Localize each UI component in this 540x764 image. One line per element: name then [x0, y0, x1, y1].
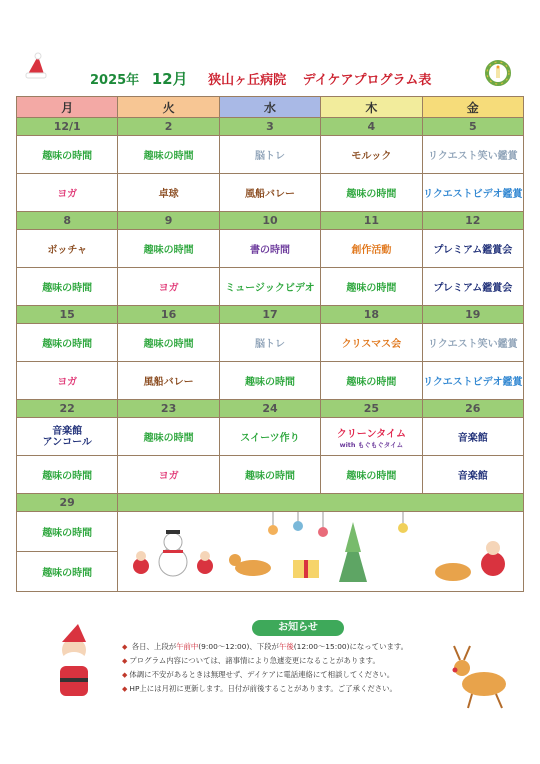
program-cell: 趣味の時間 — [118, 418, 219, 456]
page-title — [90, 68, 431, 89]
notice-item — [122, 640, 408, 654]
date-row — [17, 118, 524, 136]
weekday-fri: 金 — [422, 97, 523, 118]
program-cell: 趣味の時間 — [118, 230, 219, 268]
calendar-table — [16, 96, 524, 592]
program-cell: 趣味の時間 — [118, 324, 219, 362]
program-label: クリーンタイム — [336, 428, 406, 440]
santa-icon — [435, 541, 505, 581]
program-cell: モルック — [321, 136, 422, 174]
christmas-tree-icon — [339, 522, 367, 582]
weekday-header-row — [17, 97, 524, 118]
date-cell: 24 — [219, 400, 320, 418]
program-cell: ヨガ — [118, 456, 219, 494]
program-cell: 風船バレー — [219, 174, 320, 212]
program-cell: 趣味の時間 — [17, 456, 118, 494]
title-hospital: 狭山ヶ丘病院 — [208, 73, 287, 88]
title-program: デイケアプログラム表 — [302, 73, 432, 88]
notice-pm-time: (12:00～15:00) — [293, 642, 350, 651]
date-cell: 12/1 — [17, 118, 118, 136]
program-cell: ボッチャ — [17, 230, 118, 268]
date-cell: 3 — [219, 118, 320, 136]
program-cell: 音楽館 — [422, 456, 523, 494]
program-cell: 趣味の時間 — [17, 552, 118, 592]
date-row — [17, 212, 524, 230]
date-cell: 11 — [321, 212, 422, 230]
date-cell: 15 — [17, 306, 118, 324]
program-cell: 趣味の時間 — [17, 268, 118, 306]
christmas-scene — [123, 512, 519, 588]
notice-list — [122, 640, 408, 696]
program-cell: ミュージックビデオ — [219, 268, 320, 306]
program-cell: 趣味の時間 — [321, 268, 422, 306]
christmas-illustration — [118, 512, 524, 592]
program-cell: リクエスト笑い鑑賞 — [422, 324, 523, 362]
program-cell: 趣味の時間 — [17, 136, 118, 174]
pm-row — [17, 268, 524, 306]
weekday-mon: 月 — [17, 97, 118, 118]
date-cell: 22 — [17, 400, 118, 418]
date-row — [17, 306, 524, 324]
date-row — [17, 494, 524, 512]
weekday-wed: 水 — [219, 97, 320, 118]
snowman-icon — [159, 530, 187, 576]
program-cell: 脳トレ — [219, 136, 320, 174]
notice-item: ◆ 体調に不安があるときは無理せず、デイケアに電話連絡にて相談してください。 — [122, 668, 408, 682]
weekday-tue: 火 — [118, 97, 219, 118]
pm-row — [17, 174, 524, 212]
program-cell: プレミアム鑑賞会 — [422, 268, 523, 306]
notice-item: ◆ プログラム内容については、諸事情により急遽変更になることがあります。 — [122, 654, 408, 668]
title-month: 12月 — [151, 70, 188, 88]
date-cell: 8 — [17, 212, 118, 230]
program-cell — [321, 418, 422, 456]
notice-am-time: (9:00～12:00) — [198, 642, 250, 651]
program-cell: 趣味の時間 — [321, 456, 422, 494]
notice-am: 午前中 — [176, 642, 199, 651]
date-cell: 9 — [118, 212, 219, 230]
am-row — [17, 230, 524, 268]
notice-text: になっています。 — [349, 642, 409, 651]
date-cell: 2 — [118, 118, 219, 136]
date-cell: 25 — [321, 400, 422, 418]
date-cell: 10 — [219, 212, 320, 230]
notice-text: 、下段が — [249, 642, 279, 651]
am-row — [17, 418, 524, 456]
weekday-thu: 木 — [321, 97, 422, 118]
pm-row — [17, 456, 524, 494]
program-sublabel: with もぐもぐタイム — [339, 440, 404, 449]
am-row — [17, 136, 524, 174]
program-cell: 音楽館 — [422, 418, 523, 456]
notice-item: ◆ HP上には月初に更新します。日付が前後することがあります。ご了承ください。 — [122, 682, 408, 696]
reindeer-icon — [444, 640, 520, 712]
program-cell: 書の時間 — [219, 230, 320, 268]
date-cell: 16 — [118, 306, 219, 324]
date-cell: 17 — [219, 306, 320, 324]
page-header — [0, 58, 540, 92]
am-row — [17, 324, 524, 362]
program-cell: ヨガ — [17, 174, 118, 212]
wreath-icon — [483, 58, 513, 88]
program-cell: 音楽館 アンコール — [17, 418, 118, 456]
program-cell: 趣味の時間 — [219, 362, 320, 400]
program-cell: 趣味の時間 — [17, 324, 118, 362]
program-cell: 趣味の時間 — [321, 362, 422, 400]
notice-text: 各日、上段が — [131, 642, 177, 651]
program-cell: リクエストビデオ鑑賞 — [422, 174, 523, 212]
program-cell: 創作活動 — [321, 230, 422, 268]
date-cell-empty — [118, 494, 524, 512]
date-cell: 12 — [422, 212, 523, 230]
program-cell: 風船バレー — [118, 362, 219, 400]
santa-icon — [38, 620, 110, 706]
notice-section — [16, 620, 524, 708]
notice-title: お知らせ — [252, 620, 344, 636]
ornament-icon — [268, 512, 408, 537]
date-cell: 23 — [118, 400, 219, 418]
program-cell: 趣味の時間 — [321, 174, 422, 212]
santa-hat-icon — [24, 52, 48, 80]
program-cell: スイーツ作り — [219, 418, 320, 456]
date-cell: 29 — [17, 494, 118, 512]
program-cell: 趣味の時間 — [17, 512, 118, 552]
program-cell: 趣味の時間 — [118, 136, 219, 174]
pm-row — [17, 362, 524, 400]
program-cell: ヨガ — [17, 362, 118, 400]
date-cell: 5 — [422, 118, 523, 136]
program-cell: ヨガ — [118, 268, 219, 306]
gift-icon — [293, 560, 319, 578]
reindeer-icon — [229, 554, 271, 576]
am-row — [17, 512, 524, 552]
program-cell: リクエストビデオ鑑賞 — [422, 362, 523, 400]
program-cell: 卓球 — [118, 174, 219, 212]
date-row — [17, 400, 524, 418]
date-cell: 18 — [321, 306, 422, 324]
program-cell: 脳トレ — [219, 324, 320, 362]
title-year: 2025年 — [90, 73, 140, 88]
program-cell: クリスマス会 — [321, 324, 422, 362]
notice-pm: 午後 — [278, 642, 294, 651]
program-cell: プレミアム鑑賞会 — [422, 230, 523, 268]
program-cell: リクエスト笑い鑑賞 — [422, 136, 523, 174]
date-cell: 4 — [321, 118, 422, 136]
date-cell: 19 — [422, 306, 523, 324]
date-cell: 26 — [422, 400, 523, 418]
program-cell: 趣味の時間 — [219, 456, 320, 494]
